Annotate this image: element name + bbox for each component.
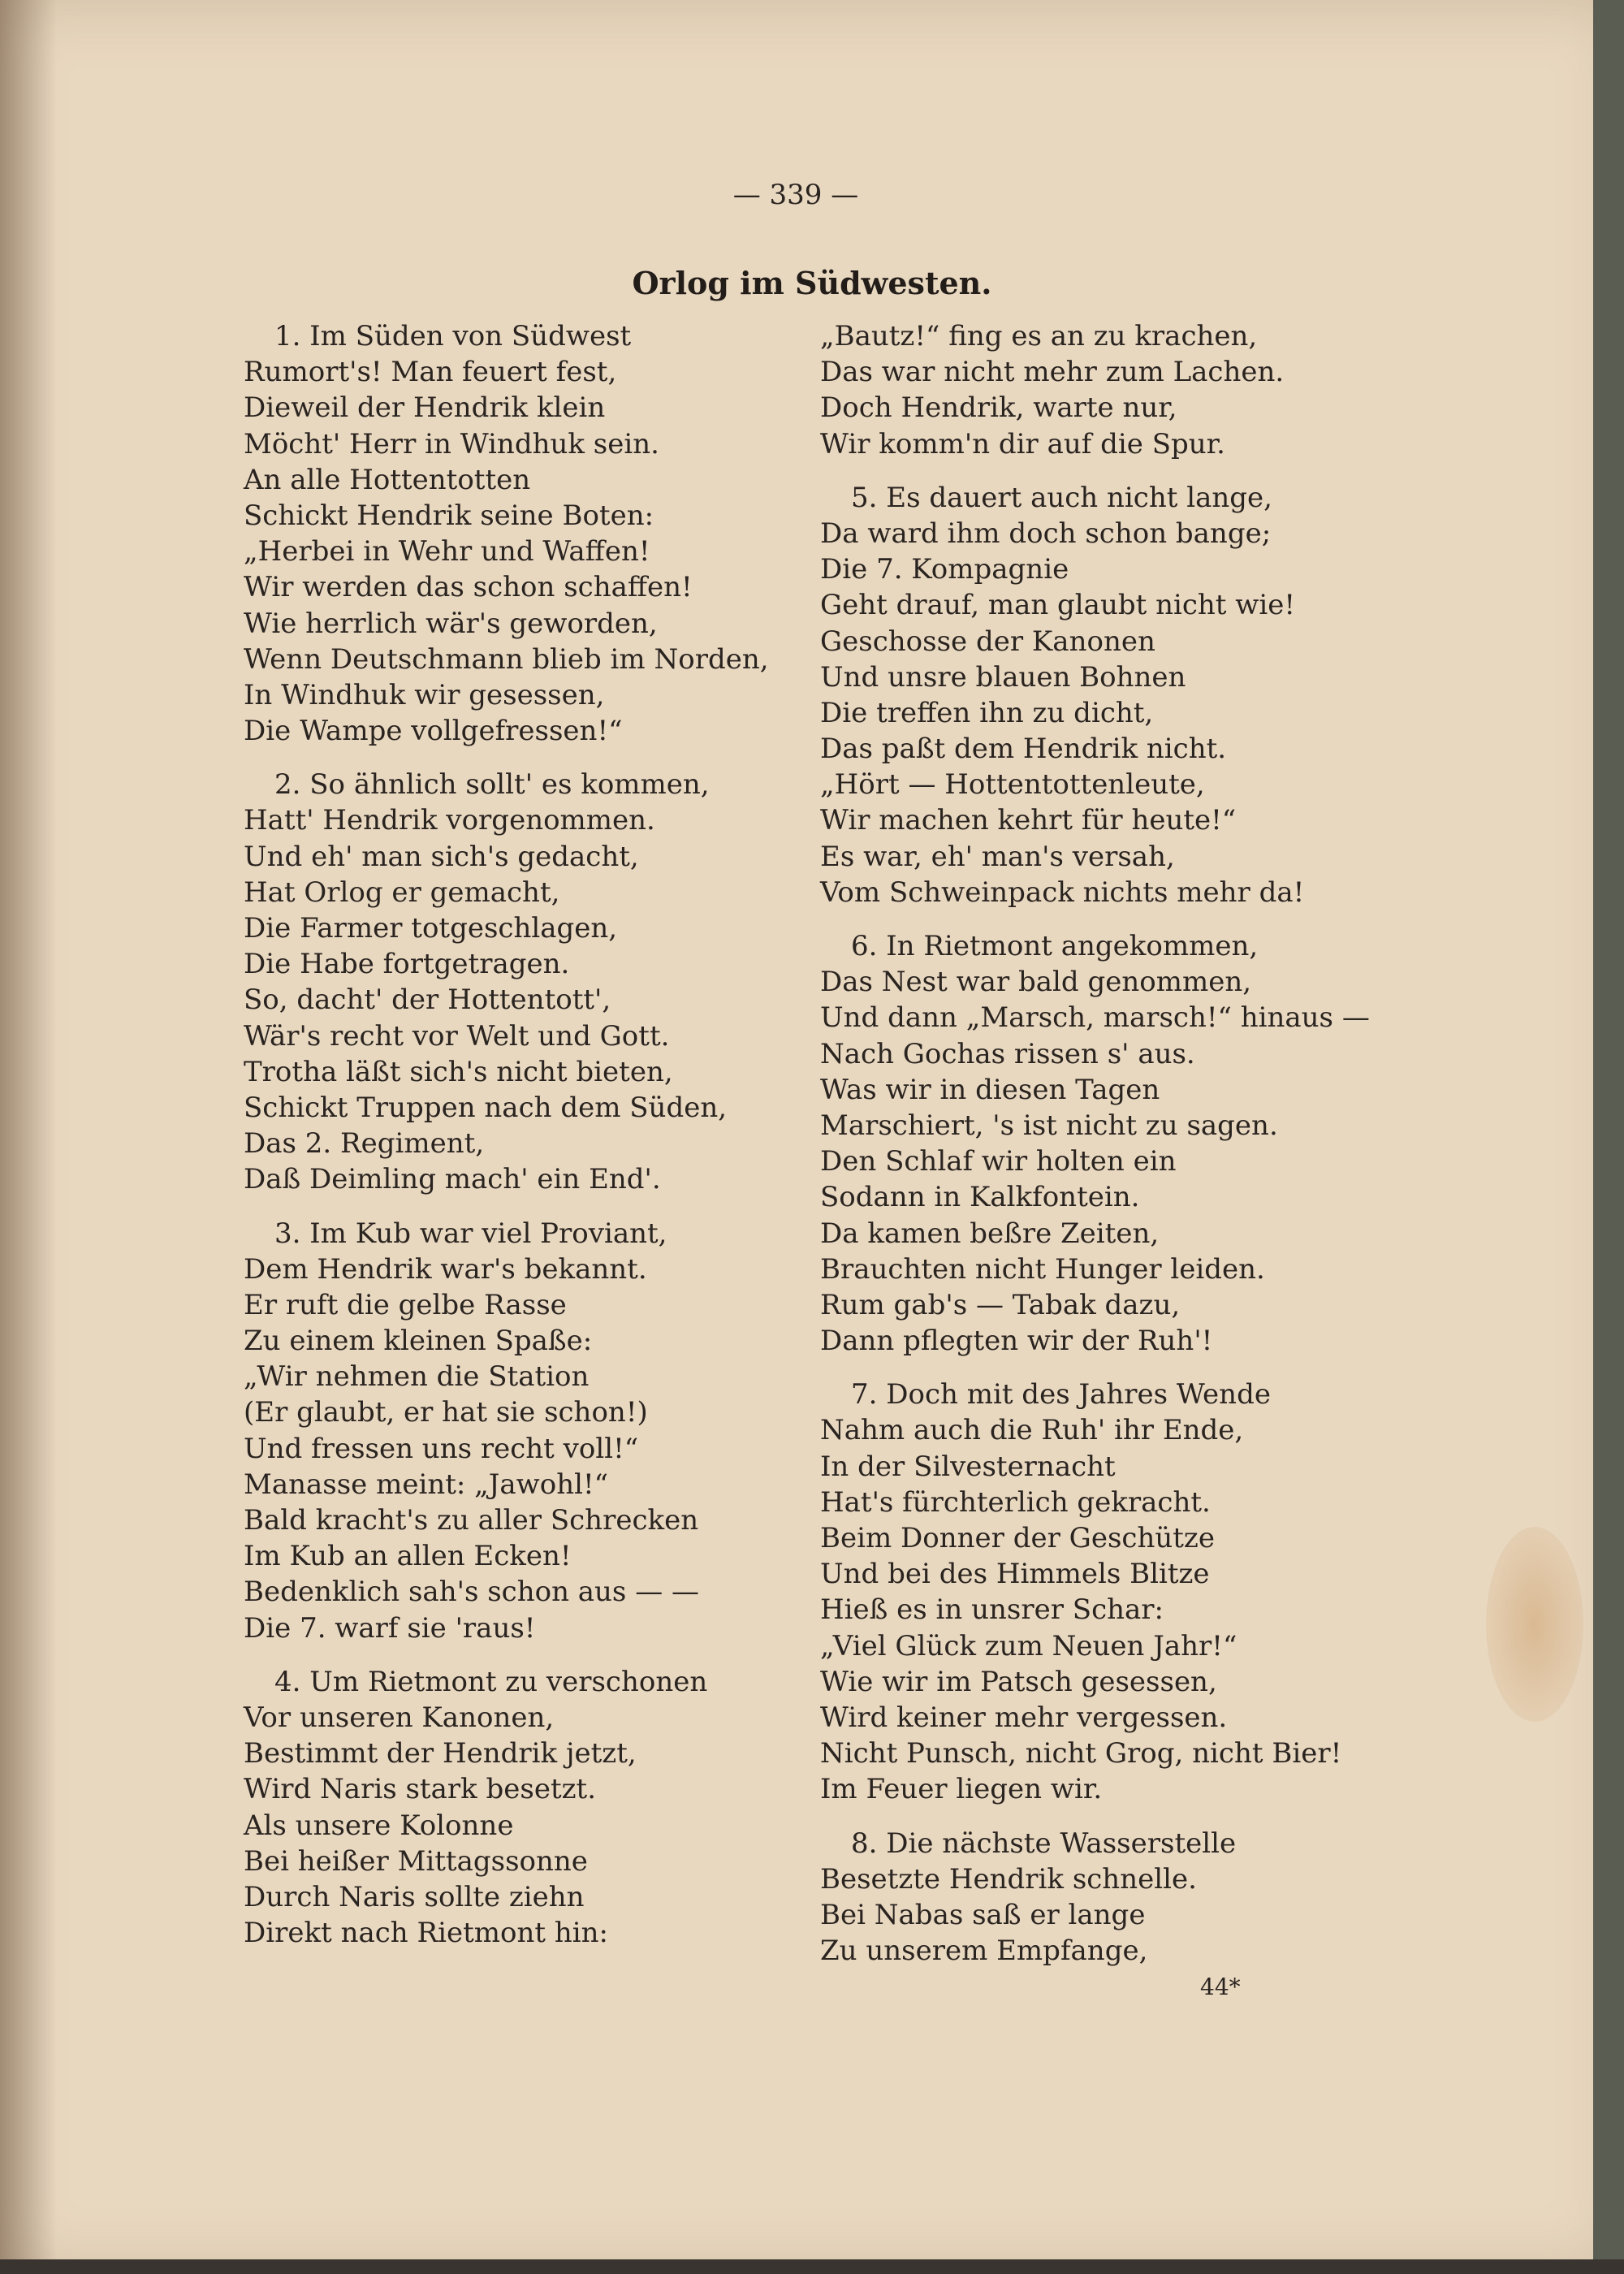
poem-line: „Herbei in Wehr und Waffen! [244,535,650,568]
stanza-gap [244,1198,861,1216]
poem-line: Und fressen uns recht voll!“ [244,1432,639,1465]
stanza-gap [244,749,861,767]
poem-line: Er ruft die gelbe Rasse [244,1288,567,1321]
poem-line: Geschosse der Kanonen [820,625,1155,658]
poem-line: Bei Nabas saß er lange [820,1898,1146,1931]
poem-line: Da kamen beßre Zeiten, [820,1217,1160,1250]
stanza-first-line: 3. Im Kub war viel Proviant, [274,1217,667,1250]
poem-line: Hat Orlog er gemacht, [244,875,560,909]
poem-line: Bald kracht's zu aller Schrecken [244,1504,699,1537]
poem-line: Bedenklich sah's schon aus — — [244,1576,699,1609]
poem-line: Doch Hendrik, warte nur, [820,391,1177,425]
poem-line: Daß Deimling mach' ein End'. [244,1163,661,1196]
book-cover-edge [1593,0,1624,2274]
stanza-first-line: 5. Es dauert auch nicht lange, [851,481,1272,514]
stanza-first-line: 2. So ähnlich sollt' es kommen, [274,768,710,802]
poem-line: Die Habe fortgetragen. [244,948,570,981]
poem-line: Es war, eh' man's versah, [820,840,1175,873]
poem-line: Dann pflegten wir der Ruh'! [820,1325,1213,1358]
poem-line: (Er glaubt, er hat sie schon!) [244,1396,648,1429]
stanza-first-line: 7. Doch mit des Jahres Wende [851,1378,1271,1412]
poem-line: Nicht Punsch, nicht Grog, nicht Bier! [820,1737,1342,1770]
stanza-first-line: 4. Um Rietmont zu verschonen [274,1665,708,1698]
poem-line: Zu unserem Empfange, [820,1935,1148,1968]
poem-line: Trotha läßt sich's nicht bieten, [244,1055,673,1088]
poem-right-column [820,318,1437,1969]
poem-line: Das war nicht mehr zum Lachen. [820,356,1285,389]
poem-line: „Wir nehmen die Station [244,1360,590,1394]
poem-line: Dieweil der Hendrik klein [244,391,606,425]
poem-line: Das paßt dem Hendrik nicht. [820,733,1227,766]
poem-line: Nach Gochas rissen s' aus. [820,1037,1195,1070]
poem-line: Beim Donner der Geschütze [820,1522,1215,1554]
poem-line: Die 7. warf sie 'raus! [244,1611,536,1645]
poem-line: Sodann in Kalkfontein. [820,1181,1140,1214]
poem-line: Bei heißer Mittagssonne [244,1844,588,1878]
poem-line: Die treffen ihn zu dicht, [820,696,1154,729]
poem-title: Orlog im Südwesten. [632,265,992,301]
poem-line: Marschiert, 's ist nicht zu sagen. [820,1109,1278,1142]
poem-line: Und unsre blauen Bohnen [820,660,1186,694]
stanza-gap [820,1808,1437,1826]
poem-line: Im Kub an allen Ecken! [244,1540,572,1573]
poem-line: So, dacht' der Hottentott', [244,984,611,1017]
stanza-gap [820,1359,1437,1377]
poem-line: Und eh' man sich's gedacht, [244,840,639,873]
poem-line: „Hört — Hottentottenleute, [820,768,1205,802]
stanza-first-line: 8. Die nächste Wasserstelle [851,1827,1237,1860]
poem-line: Wird keiner mehr vergessen. [820,1701,1228,1734]
poem-line: Durch Naris sollte ziehn [244,1880,585,1913]
poem-line: Hat's fürchterlich gekracht. [820,1485,1211,1519]
gutter-shadow [0,0,57,2274]
book-bottom-edge [0,2259,1624,2274]
poem-line: Wir machen kehrt für heute!“ [820,804,1237,837]
poem-line: Und bei des Himmels Blitze [820,1558,1210,1591]
poem-line: Hieß es in unsrer Schar: [820,1593,1164,1627]
poem-line: Möcht' Herr in Windhuk sein. [244,427,659,460]
poem-line: Vom Schweinpack nichts mehr da! [820,875,1305,909]
poem-line: Die Wampe vollgefressen!“ [244,715,623,748]
poem-line: Manasse meint: „Jawohl!“ [244,1468,609,1501]
stanza-first-line: 1. Im Süden von Südwest [274,320,632,352]
poem-line: „Bautz!“ fing es an zu krachen, [820,320,1258,352]
poem-line: Wie wir im Patsch gesessen, [820,1665,1217,1698]
poem-line: Das Nest war bald genommen, [820,966,1252,999]
poem-line: Den Schlaf wir holten ein [820,1145,1177,1178]
poem-line: Zu einem kleinen Spaße: [244,1325,593,1358]
poem-line: Die 7. Kompagnie [820,553,1069,586]
poem-line: Schickt Truppen nach dem Süden, [244,1091,728,1124]
poem-line: Schickt Hendrik seine Boten: [244,499,654,532]
poem-line: Direkt nach Rietmont hin: [244,1917,608,1950]
poem-line: Besetzte Hendrik schnelle. [820,1862,1197,1896]
poem-line: Brauchten nicht Hunger leiden. [820,1252,1265,1286]
poem-line: Wie herrlich wär's geworden, [244,607,658,640]
poem-line: Und dann „Marsch, marsch!“ hinaus — [820,1001,1370,1035]
stanza-gap [820,910,1437,928]
poem-line: Wir komm'n dir auf die Spur. [820,427,1225,460]
poem-line: Hatt' Hendrik vorgenommen. [244,804,655,837]
poem-line: Wär's recht vor Welt und Gott. [244,1019,670,1053]
poem-line: „Viel Glück zum Neuen Jahr!“ [820,1629,1237,1662]
poem-line: Dem Hendrik war's bekannt. [244,1252,647,1286]
poem-line: Nahm auch die Ruh' ihr Ende, [820,1414,1244,1447]
poem-line: In der Silvesternacht [820,1450,1116,1483]
poem-line: Die Farmer totgeschlagen, [244,912,618,945]
poem-line: Da ward ihm doch schon bange; [820,517,1272,550]
poem-line: Was wir in diesen Tagen [820,1073,1160,1106]
poem-line: Wir werden das schon schaffen! [244,571,693,604]
poem-line: Rumort's! Man feuert fest, [244,356,617,389]
poem-line: Wird Naris stark besetzt. [244,1773,596,1806]
stanza-gap [244,1646,861,1664]
poem-line: An alle Hottentotten [244,463,531,496]
stanza-first-line: 6. In Rietmont angekommen, [851,930,1259,962]
poem-line: In Windhuk wir gesessen, [244,678,605,711]
paper-stain [1486,1527,1583,1722]
poem-line: Das 2. Regiment, [244,1127,485,1161]
poem-line: Im Feuer liegen wir. [820,1773,1103,1806]
poem-line: Geht drauf, man glaubt nicht wie! [820,589,1296,622]
signature-mark: 44* [1200,1974,1241,2000]
poem-line: Rum gab's — Tabak dazu, [820,1288,1181,1321]
poem-line: Bestimmt der Hendrik jetzt, [244,1737,637,1770]
poem-line: Als unsere Kolonne [244,1809,514,1842]
poem-line: Vor unseren Kanonen, [244,1701,555,1734]
poem-line: Wenn Deutschmann blieb im Norden, [244,642,769,676]
page-number-header: — 339 — [732,179,859,211]
stanza-gap [820,462,1437,480]
poem-left-column [244,318,861,1951]
